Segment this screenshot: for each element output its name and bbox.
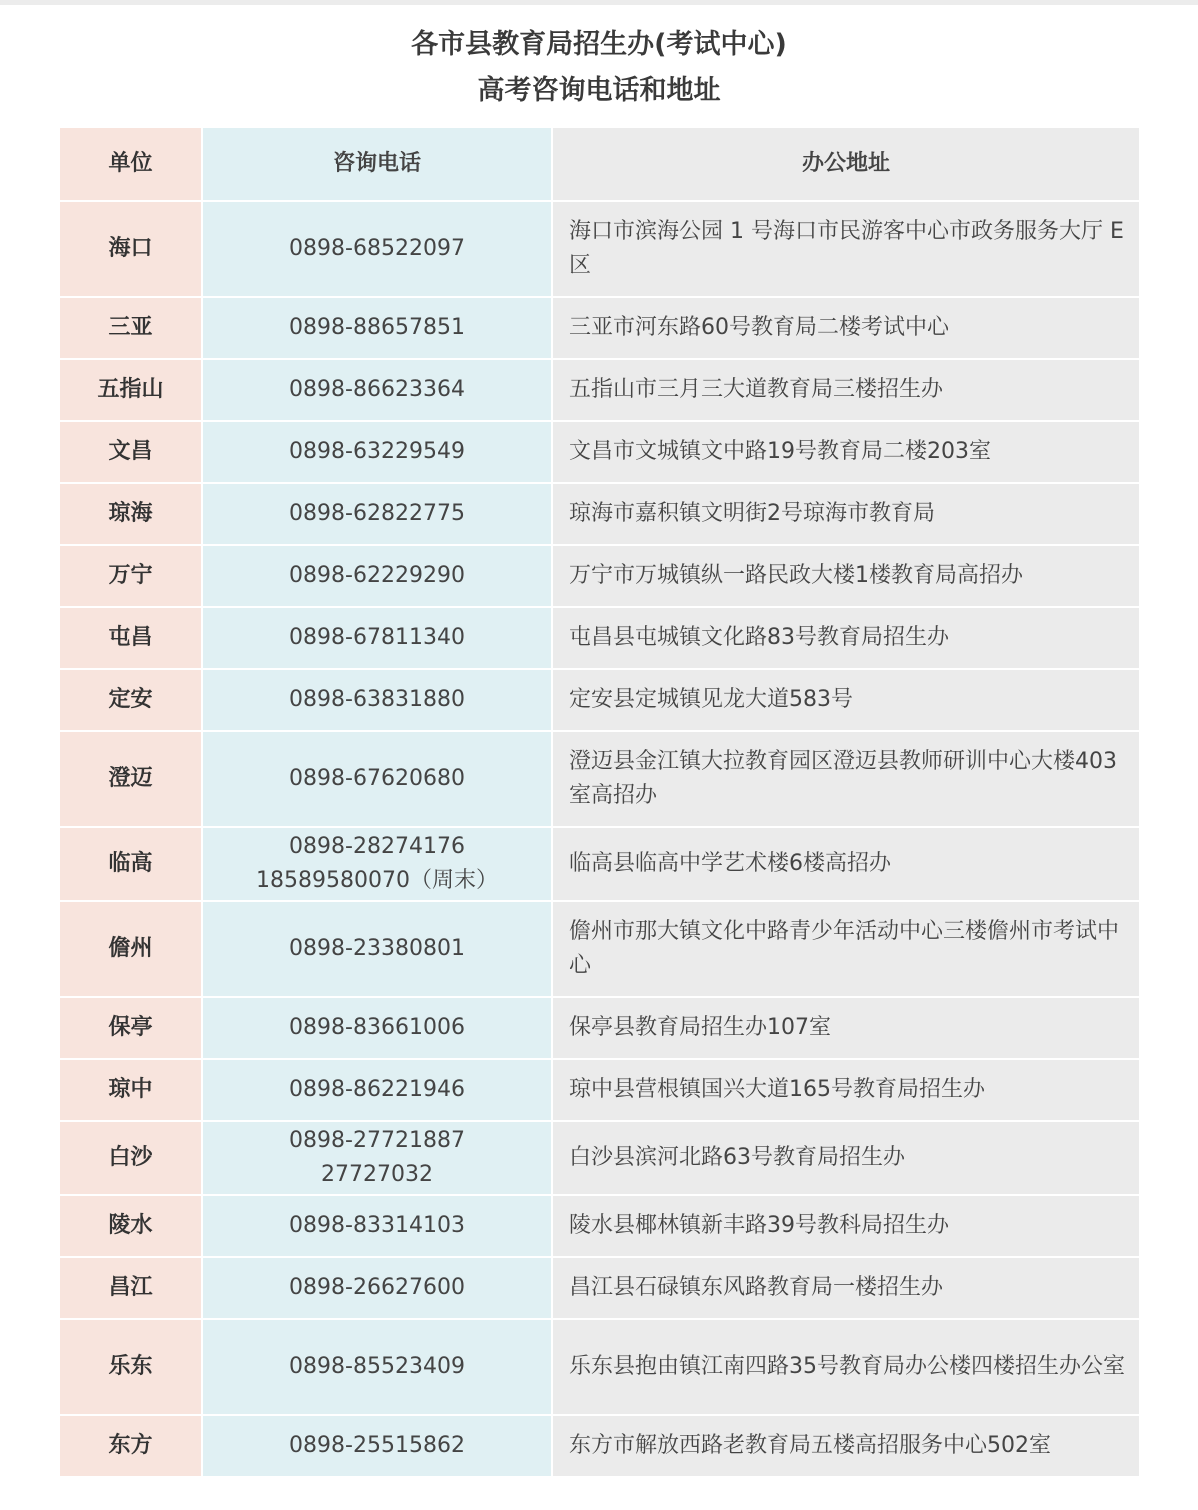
table-row	[60, 1121, 1140, 1195]
address-cell: 文昌市文城镇文中路19号教育局二楼203室	[552, 421, 1140, 483]
unit-cell: 陵水	[60, 1195, 202, 1257]
address-cell: 五指山市三月三大道教育局三楼招生办	[552, 359, 1140, 421]
table-row	[60, 607, 1140, 669]
unit-cell: 五指山	[60, 359, 202, 421]
address-cell: 东方市解放西路老教育局五楼高招服务中心502室	[552, 1415, 1140, 1477]
page-title	[0, 22, 1198, 114]
phone-cell	[202, 901, 552, 997]
unit-cell: 琼中	[60, 1059, 202, 1121]
unit-cell: 万宁	[60, 545, 202, 607]
unit-cell: 保亭	[60, 997, 202, 1059]
phone-number: 0898-83661006	[289, 1015, 465, 1040]
address-cell: 定安县定城镇见龙大道583号	[552, 669, 1140, 731]
phone-number: 0898-27721887	[289, 1128, 465, 1153]
unit-cell: 海口	[60, 201, 202, 297]
table-row	[60, 297, 1140, 359]
table-row	[60, 901, 1140, 997]
address-cell: 琼海市嘉积镇文明街2号琼海市教育局	[552, 483, 1140, 545]
address-cell: 陵水县椰林镇新丰路39号教科局招生办	[552, 1195, 1140, 1257]
phone-cell	[202, 297, 552, 359]
phone-cell	[202, 421, 552, 483]
phone-cell	[202, 997, 552, 1059]
phone-cell	[202, 1059, 552, 1121]
phone-cell	[202, 483, 552, 545]
phone-number: 18589580070（周末）	[256, 868, 498, 893]
table-row	[60, 1195, 1140, 1257]
phone-number: 0898-28274176	[289, 834, 465, 859]
table-row	[60, 201, 1140, 297]
unit-cell: 澄迈	[60, 731, 202, 827]
page-title-line1: 各市县教育局招生办(考试中心)	[411, 29, 787, 60]
phone-number: 0898-68522097	[289, 236, 465, 261]
address-cell: 儋州市那大镇文化中路青少年活动中心三楼儋州市考试中心	[552, 901, 1140, 997]
header-unit: 单位	[60, 128, 202, 201]
unit-cell: 琼海	[60, 483, 202, 545]
table-row	[60, 545, 1140, 607]
address-cell: 保亭县教育局招生办107室	[552, 997, 1140, 1059]
unit-cell: 昌江	[60, 1257, 202, 1319]
header-address: 办公地址	[552, 128, 1140, 201]
phone-cell	[202, 827, 552, 901]
phone-number: 0898-62229290	[289, 563, 465, 588]
table-row	[60, 827, 1140, 901]
phone-number: 0898-88657851	[289, 315, 465, 340]
unit-cell: 文昌	[60, 421, 202, 483]
phone-number: 27727032	[321, 1162, 433, 1187]
phone-cell	[202, 201, 552, 297]
address-cell: 屯昌县屯城镇文化路83号教育局招生办	[552, 607, 1140, 669]
phone-cell	[202, 1121, 552, 1195]
table-row	[60, 669, 1140, 731]
phone-number: 0898-67811340	[289, 625, 465, 650]
address-cell: 昌江县石碌镇东风路教育局一楼招生办	[552, 1257, 1140, 1319]
phone-number: 0898-83314103	[289, 1213, 465, 1238]
unit-cell: 儋州	[60, 901, 202, 997]
phone-cell	[202, 669, 552, 731]
phone-number: 0898-26627600	[289, 1275, 465, 1300]
address-cell: 琼中县营根镇国兴大道165号教育局招生办	[552, 1059, 1140, 1121]
table-row	[60, 359, 1140, 421]
unit-cell: 白沙	[60, 1121, 202, 1195]
table-header-row	[60, 128, 1140, 201]
phone-cell	[202, 607, 552, 669]
phone-cell	[202, 1257, 552, 1319]
unit-cell: 定安	[60, 669, 202, 731]
phone-cell	[202, 545, 552, 607]
unit-cell: 临高	[60, 827, 202, 901]
unit-cell: 乐东	[60, 1319, 202, 1415]
table-row	[60, 997, 1140, 1059]
unit-cell: 东方	[60, 1415, 202, 1477]
phone-cell	[202, 731, 552, 827]
phone-number: 0898-85523409	[289, 1354, 465, 1379]
contact-table	[60, 128, 1141, 1478]
table-row	[60, 421, 1140, 483]
phone-cell	[202, 359, 552, 421]
address-cell: 万宁市万城镇纵一路民政大楼1楼教育局高招办	[552, 545, 1140, 607]
unit-cell: 屯昌	[60, 607, 202, 669]
phone-number: 0898-63831880	[289, 687, 465, 712]
top-divider	[0, 0, 1198, 5]
address-cell: 白沙县滨河北路63号教育局招生办	[552, 1121, 1140, 1195]
phone-cell	[202, 1195, 552, 1257]
table-row	[60, 1415, 1140, 1477]
address-cell: 澄迈县金江镇大拉教育园区澄迈县教师研训中心大楼403室高招办	[552, 731, 1140, 827]
phone-number: 0898-25515862	[289, 1433, 465, 1458]
table-row	[60, 731, 1140, 827]
address-cell: 三亚市河东路60号教育局二楼考试中心	[552, 297, 1140, 359]
phone-cell	[202, 1415, 552, 1477]
address-cell: 乐东县抱由镇江南四路35号教育局办公楼四楼招生办公室	[552, 1319, 1140, 1415]
unit-cell: 三亚	[60, 297, 202, 359]
address-cell: 临高县临高中学艺术楼6楼高招办	[552, 827, 1140, 901]
phone-number: 0898-63229549	[289, 439, 465, 464]
page-title-line2: 高考咨询电话和地址	[477, 75, 721, 106]
phone-number: 0898-86623364	[289, 377, 465, 402]
header-phone: 咨询电话	[202, 128, 552, 201]
table-row	[60, 483, 1140, 545]
table-row	[60, 1257, 1140, 1319]
phone-cell	[202, 1319, 552, 1415]
phone-number: 0898-23380801	[289, 936, 465, 961]
phone-number: 0898-62822775	[289, 501, 465, 526]
table-row	[60, 1059, 1140, 1121]
phone-number: 0898-86221946	[289, 1077, 465, 1102]
table-row	[60, 1319, 1140, 1415]
phone-number: 0898-67620680	[289, 766, 465, 791]
address-cell: 海口市滨海公园 1 号海口市民游客中心市政务服务大厅 E 区	[552, 201, 1140, 297]
